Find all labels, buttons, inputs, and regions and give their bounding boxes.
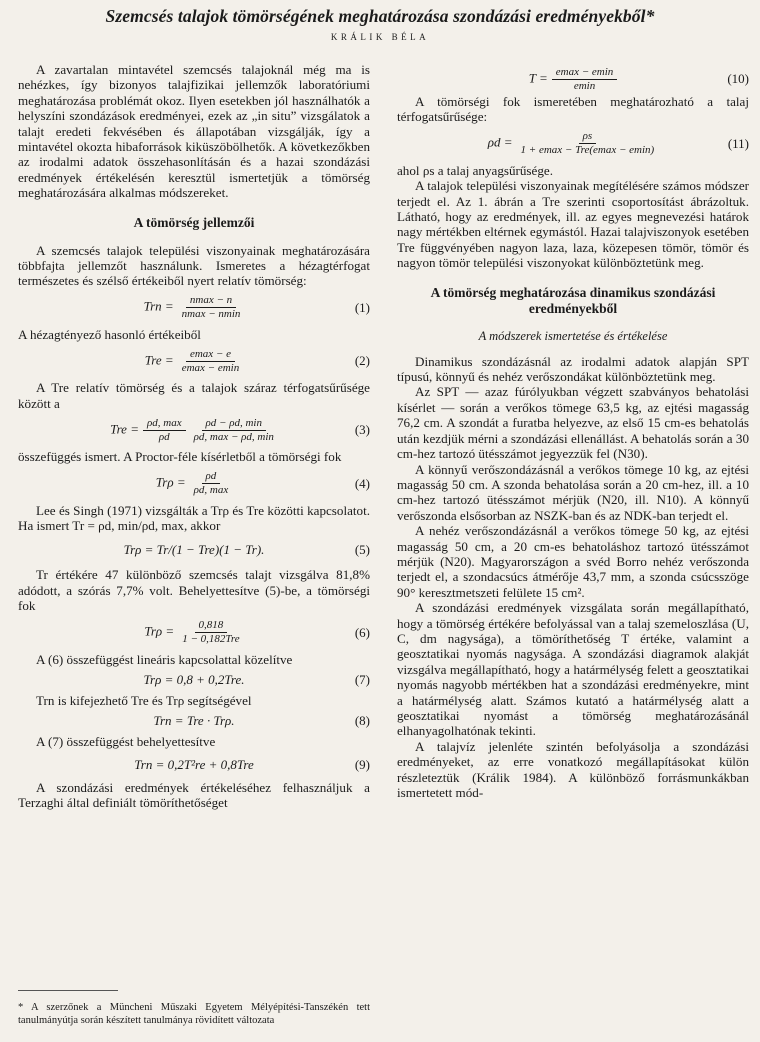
fraction-denominator: ρd xyxy=(158,430,170,443)
body-paragraph: A hézagtényező hasonló értékeiből xyxy=(18,326,201,342)
equation-number: (10) xyxy=(727,71,749,86)
body-paragraph: Lee és Singh (1971) vizsgálták a Trρ és Tre közötti kapcsolatot. Ha ismert Tr = ρd, min/ρd, max, akkor xyxy=(18,502,370,533)
equation-2 xyxy=(18,342,370,380)
fraction-numerator: nmax − n xyxy=(186,294,236,308)
equation-number: (1) xyxy=(354,299,370,315)
equation-9 xyxy=(18,750,370,780)
fraction-denominator: nmax − nmin xyxy=(181,308,241,321)
body-paragraph: A nehéz verőszondázásnál a verőkos tömege 50 kg, az ejtési magasság 50 cm, a 20 cm-es behatoláshoz tartozó ütésszámot mérjük (N20). Magyarországon a svéd Borro nehéz verőszonda terjedt el, a szondacsúcs átmérője 43,7 mm, a szonda csúcsszöge 90° keresztmetszeti felülete 15 cm². xyxy=(397,523,749,600)
equation-number: (11) xyxy=(727,135,749,151)
fraction-denominator: emin xyxy=(573,79,596,92)
equation-4 xyxy=(18,465,370,503)
equation-3 xyxy=(18,411,370,449)
equation-number: (4) xyxy=(354,475,370,491)
equation-1 xyxy=(18,289,370,327)
equation-body: Trn = 0,2T²re + 0,8Tre xyxy=(134,756,254,772)
equation-7 xyxy=(18,667,370,693)
fraction-numerator: emax − e xyxy=(186,348,235,362)
equation-5 xyxy=(18,533,370,567)
body-paragraph: Dinamikus szondázásnál az irodalmi adatok alapján SPT típusú, könnyű és nehéz verőszondákat különböztetünk meg. xyxy=(397,353,749,385)
equation-10 xyxy=(397,64,749,94)
footnote-text: * A szerzőnek a Müncheni Műszaki Egyetem Mélyépítési-Tanszékén tett tanulmányútja során készített tanulmánya rövidített változata xyxy=(18,1002,370,1026)
body-paragraph: A szondázási eredmények vizsgálata során megállapítható, hogy a tömörség értékére befolyással van a talaj szemeloszlása (U, C, dm nagysága), a tömöríthetőség T értéke, valamint a geosztatikai nyomás nagysága. A szondázási diagramok alakját vizsgálva megállapítható, hogy a határmélység felett a geosztatikai nyomás nagyobb mértékben hat a szondázási eredményekre, mint a határmélység alatt. Számos kutató a határmélység alatt a geosztatikai nyomást a tömörség meghatározásánál elhanyagolhatónak tekinti. xyxy=(397,600,749,739)
equation-lhs: ρd = xyxy=(487,134,513,150)
fraction-denominator: emax − emin xyxy=(181,361,240,374)
article-title: Szemcsés talajok tömörségének meghatározása szondázási eredményekből* xyxy=(105,6,655,26)
fraction-numerator: ρd xyxy=(202,470,221,484)
equation-lhs: Tre = xyxy=(110,421,139,437)
subsection-heading: A módszerek ismertetése és értékelése xyxy=(478,328,668,343)
body-paragraph: Trn is kifejezhető Tre és Trρ segítségével xyxy=(36,692,252,708)
fraction-denominator: 1 + emax − Tre(emax − emin) xyxy=(520,144,655,157)
body-paragraph: A (7) összefüggést behelyettesítve xyxy=(36,734,216,750)
section-heading: A tömörség meghatározása dinamikus szondázási eredményekből xyxy=(430,284,716,316)
body-paragraph: A tömörségi fok ismeretében meghatározható a talaj térfogatsűrűsége: xyxy=(397,94,749,125)
body-paragraph: ahol ρs a talaj anyagsűrűsége. xyxy=(397,162,553,178)
intro-paragraph: A zavartalan mintavétel szemcsés talajoknál még ma is nehézkes, így bizonyos talajfizikai jellemzők laboratóriumi meghatározása problémát okoz. Ilyen esetekben jól használhatók a helyszíni szondázások eredményei, ezek az „in situ” vizsgálatok a talajt eredeti fekvésében és állapotában vizsgálják, így a mintavétel okozta hibaforrások kiküszöbölhetők. A következőkben az irodalmi adatok összehasonlításán és a hazai szondázási eredmények értékelésén keresztül ismertetjük a tömörség meghatározására alkalmas módszereket. xyxy=(18,62,370,201)
equation-11 xyxy=(397,125,749,163)
right-column xyxy=(397,64,749,800)
equation-lhs: Trn = xyxy=(143,298,174,314)
body-paragraph: A talajok települési viszonyainak megítélésére számos módszer terjedt el. Az 1. ábrán a Tre szerinti csoportosítást ábrázoltuk. Látható, hogy az eredmények, ill. az egyes megnevezési határok nagy mértékben eltérnek egymástól. Hazai talajviszonyok esetében Tre függvényében nagyon laza, laza, közepesen tömör, tömör és nagyon tömör települési viszonyokat különböztetünk meg. xyxy=(397,178,749,271)
equation-number: (6) xyxy=(354,624,370,640)
equation-lhs: Tre = xyxy=(144,352,174,368)
footnote xyxy=(18,1002,370,1027)
fraction-denominator: ρd, max − ρd, min xyxy=(193,430,274,443)
body-paragraph: Az SPT — azaz fúrólyukban végzett szabványos behatolási kísérlet — során a verőkos tömege 63,5 kg, az ejtési magasság 76,2 cm. A szondát a furatba helyezve, az első 15 cm-es behatolás után kezdjük mérni a szondázási ellenállást. A behatolás során a 30 cm-hez tartozó ütésszámot jegyezzük fel (N30). xyxy=(397,384,749,462)
fraction-numerator: ρd, max xyxy=(143,417,186,431)
fraction-numerator: ρs xyxy=(579,130,597,144)
equation-body: Trn = Tre · Trρ. xyxy=(153,713,235,729)
left-column xyxy=(18,56,370,811)
fraction-denominator: 1 − 0,182Tre xyxy=(182,633,240,646)
body-paragraph: összefüggés ismert. A Proctor-féle kísérletből a tömörségi fok xyxy=(18,449,342,465)
footnote-divider xyxy=(18,990,118,991)
fraction-numerator: emax − emin xyxy=(552,66,618,80)
body-paragraph: A szemcsés talajok települési viszonyainak meghatározására többfajta jellemzőt használunk. Ismeretes a hézagtérfogat természetes és szélső értékeiből nyert relatív tömörség: xyxy=(18,242,370,289)
equation-8 xyxy=(18,708,370,734)
equation-body: Trρ = 0,8 + 0,2Tre. xyxy=(143,671,245,687)
equation-lhs: Trρ = xyxy=(144,623,175,639)
equation-number: (3) xyxy=(354,422,370,438)
body-paragraph: A (6) összefüggést lineáris kapcsolattal közelítve xyxy=(36,651,293,667)
body-paragraph: A szondázási eredmények értékeléséhez felhasználjuk a Terzaghi által definiált tömöríthetőséget xyxy=(18,779,370,811)
equation-number: (5) xyxy=(354,542,370,558)
equation-number: (7) xyxy=(354,671,370,687)
equation-6 xyxy=(18,614,370,652)
equation-number: (9) xyxy=(354,756,370,772)
equation-number: (8) xyxy=(354,713,370,729)
body-paragraph: A talajvíz jelenléte szintén befolyásolja a szondázási eredményeket, az erre vonatkozó megállapításokat külön részleteztük (Králik 1984). A különböző forrásmunkákban ismertetett mód- xyxy=(397,738,749,801)
equation-number: (2) xyxy=(354,353,370,369)
body-paragraph: A Tre relatív tömörség és a talajok száraz térfogatsűrűsége között a xyxy=(18,380,370,411)
equation-lhs: Trρ = xyxy=(155,474,186,490)
equation-lhs: T = xyxy=(528,69,548,85)
fraction-denominator: ρd, max xyxy=(193,484,229,496)
body-paragraph: Tr értékére 47 különböző szemcsés talajt vizsgálva 81,8% adódott, a szórás 7,7% volt. Behelyettesítve (5)-be, a tömörségi fok xyxy=(18,567,370,614)
body-paragraph: A könnyű verőszondázásnál a verőkos tömege 10 kg, az ejtési magasság 50 cm. A szonda behatolása során a 20 cm-hez, ill. a 10 cm-hez tartozó ütésszámot mérjük (N20, ill. N10). A könnyű verőszonda elsősorban az NSZK-ban és az NDK-ban terjedt el. xyxy=(397,461,749,523)
section-heading: A tömörség jellemzői xyxy=(133,214,255,230)
equation-body: Trρ = Tr/(1 − Tre)(1 − Tr). xyxy=(123,542,265,558)
fraction-numerator: ρd − ρd, min xyxy=(202,417,266,431)
author-name: KRÁLIK BÉLA xyxy=(330,32,430,42)
fraction-numerator: 0,818 xyxy=(195,619,228,633)
